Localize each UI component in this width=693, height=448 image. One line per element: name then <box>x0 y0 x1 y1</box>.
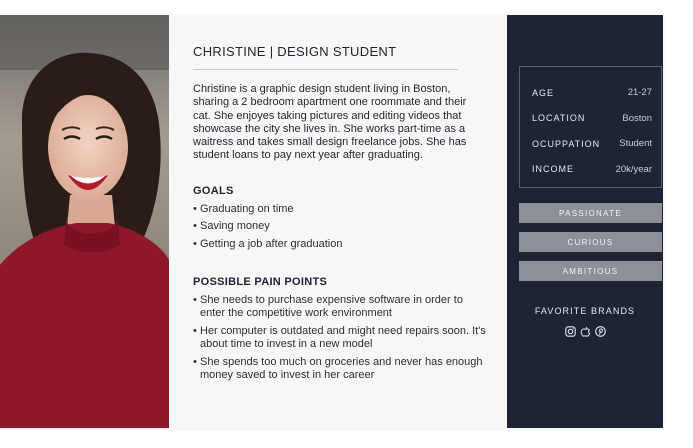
goals-heading: GOALS <box>193 184 234 197</box>
persona-sidebar <box>507 15 663 428</box>
stat-row-age <box>532 80 652 106</box>
goals-list <box>193 203 483 251</box>
trait-badge-ambitious: AMBITIOUS <box>519 261 662 281</box>
traits-list <box>519 203 651 281</box>
favorite-brands-heading: FAVORITE BRANDS <box>534 306 636 316</box>
portrait-illustration <box>0 15 169 428</box>
list-item: • She needs to purchase expensive software in order to enter the competitive work environment <box>193 294 490 320</box>
persona-role: DESIGN STUDENT <box>277 44 397 59</box>
brand-icons <box>519 324 651 335</box>
pain-points-heading: POSSIBLE PAIN POINTS <box>193 275 328 288</box>
pain-points-list <box>193 293 486 382</box>
stat-label: INCOME <box>532 164 574 175</box>
stat-value: 20k/year <box>615 163 652 175</box>
persona-name: CHRISTINE <box>193 44 266 59</box>
trait-badge-curious: CURIOUS <box>519 232 662 252</box>
title-separator: | <box>269 44 274 59</box>
stat-label: AGE <box>532 87 555 98</box>
persona-bio: Christine is a graphic design student living in Boston, sharing a 2 bedroom apartment one roommate and their cat. She enjoyes taking pictures and editing videos that showcase the city she lives in. She works part-time as a waitress and takes small design freelance jobs. She has student loans to pay next year after graduating. <box>193 83 467 162</box>
persona-photo <box>0 15 169 428</box>
stats-box <box>519 66 662 188</box>
list-item: • Getting a job after graduation <box>193 238 483 251</box>
stat-label: LOCATION <box>532 113 586 124</box>
title-divider <box>193 69 458 70</box>
persona-title <box>193 44 483 59</box>
pinterest-icon[interactable] <box>595 324 606 335</box>
list-item: • Saving money <box>193 220 483 233</box>
stat-value: 21-27 <box>627 87 652 99</box>
persona-card <box>0 15 663 428</box>
instagram-icon[interactable] <box>565 324 576 335</box>
list-item: • Her computer is outdated and might need repairs soon. It's about time to invest in a new model <box>193 325 490 351</box>
stat-label: OCUPPATION <box>532 138 601 149</box>
stat-row-location <box>532 106 652 132</box>
apple-icon[interactable] <box>580 324 591 335</box>
stat-value: Student <box>619 138 652 150</box>
trait-badge-passionate: PASSIONATE <box>519 203 662 223</box>
list-item: • She spends too much on groceries and never has enough money saved to invest in her career <box>193 356 490 382</box>
list-item: • Graduating on time <box>193 203 483 216</box>
stat-row-occupation <box>532 131 652 157</box>
persona-details <box>169 15 507 428</box>
stat-value: Boston <box>622 112 652 124</box>
stat-row-income <box>532 157 652 183</box>
